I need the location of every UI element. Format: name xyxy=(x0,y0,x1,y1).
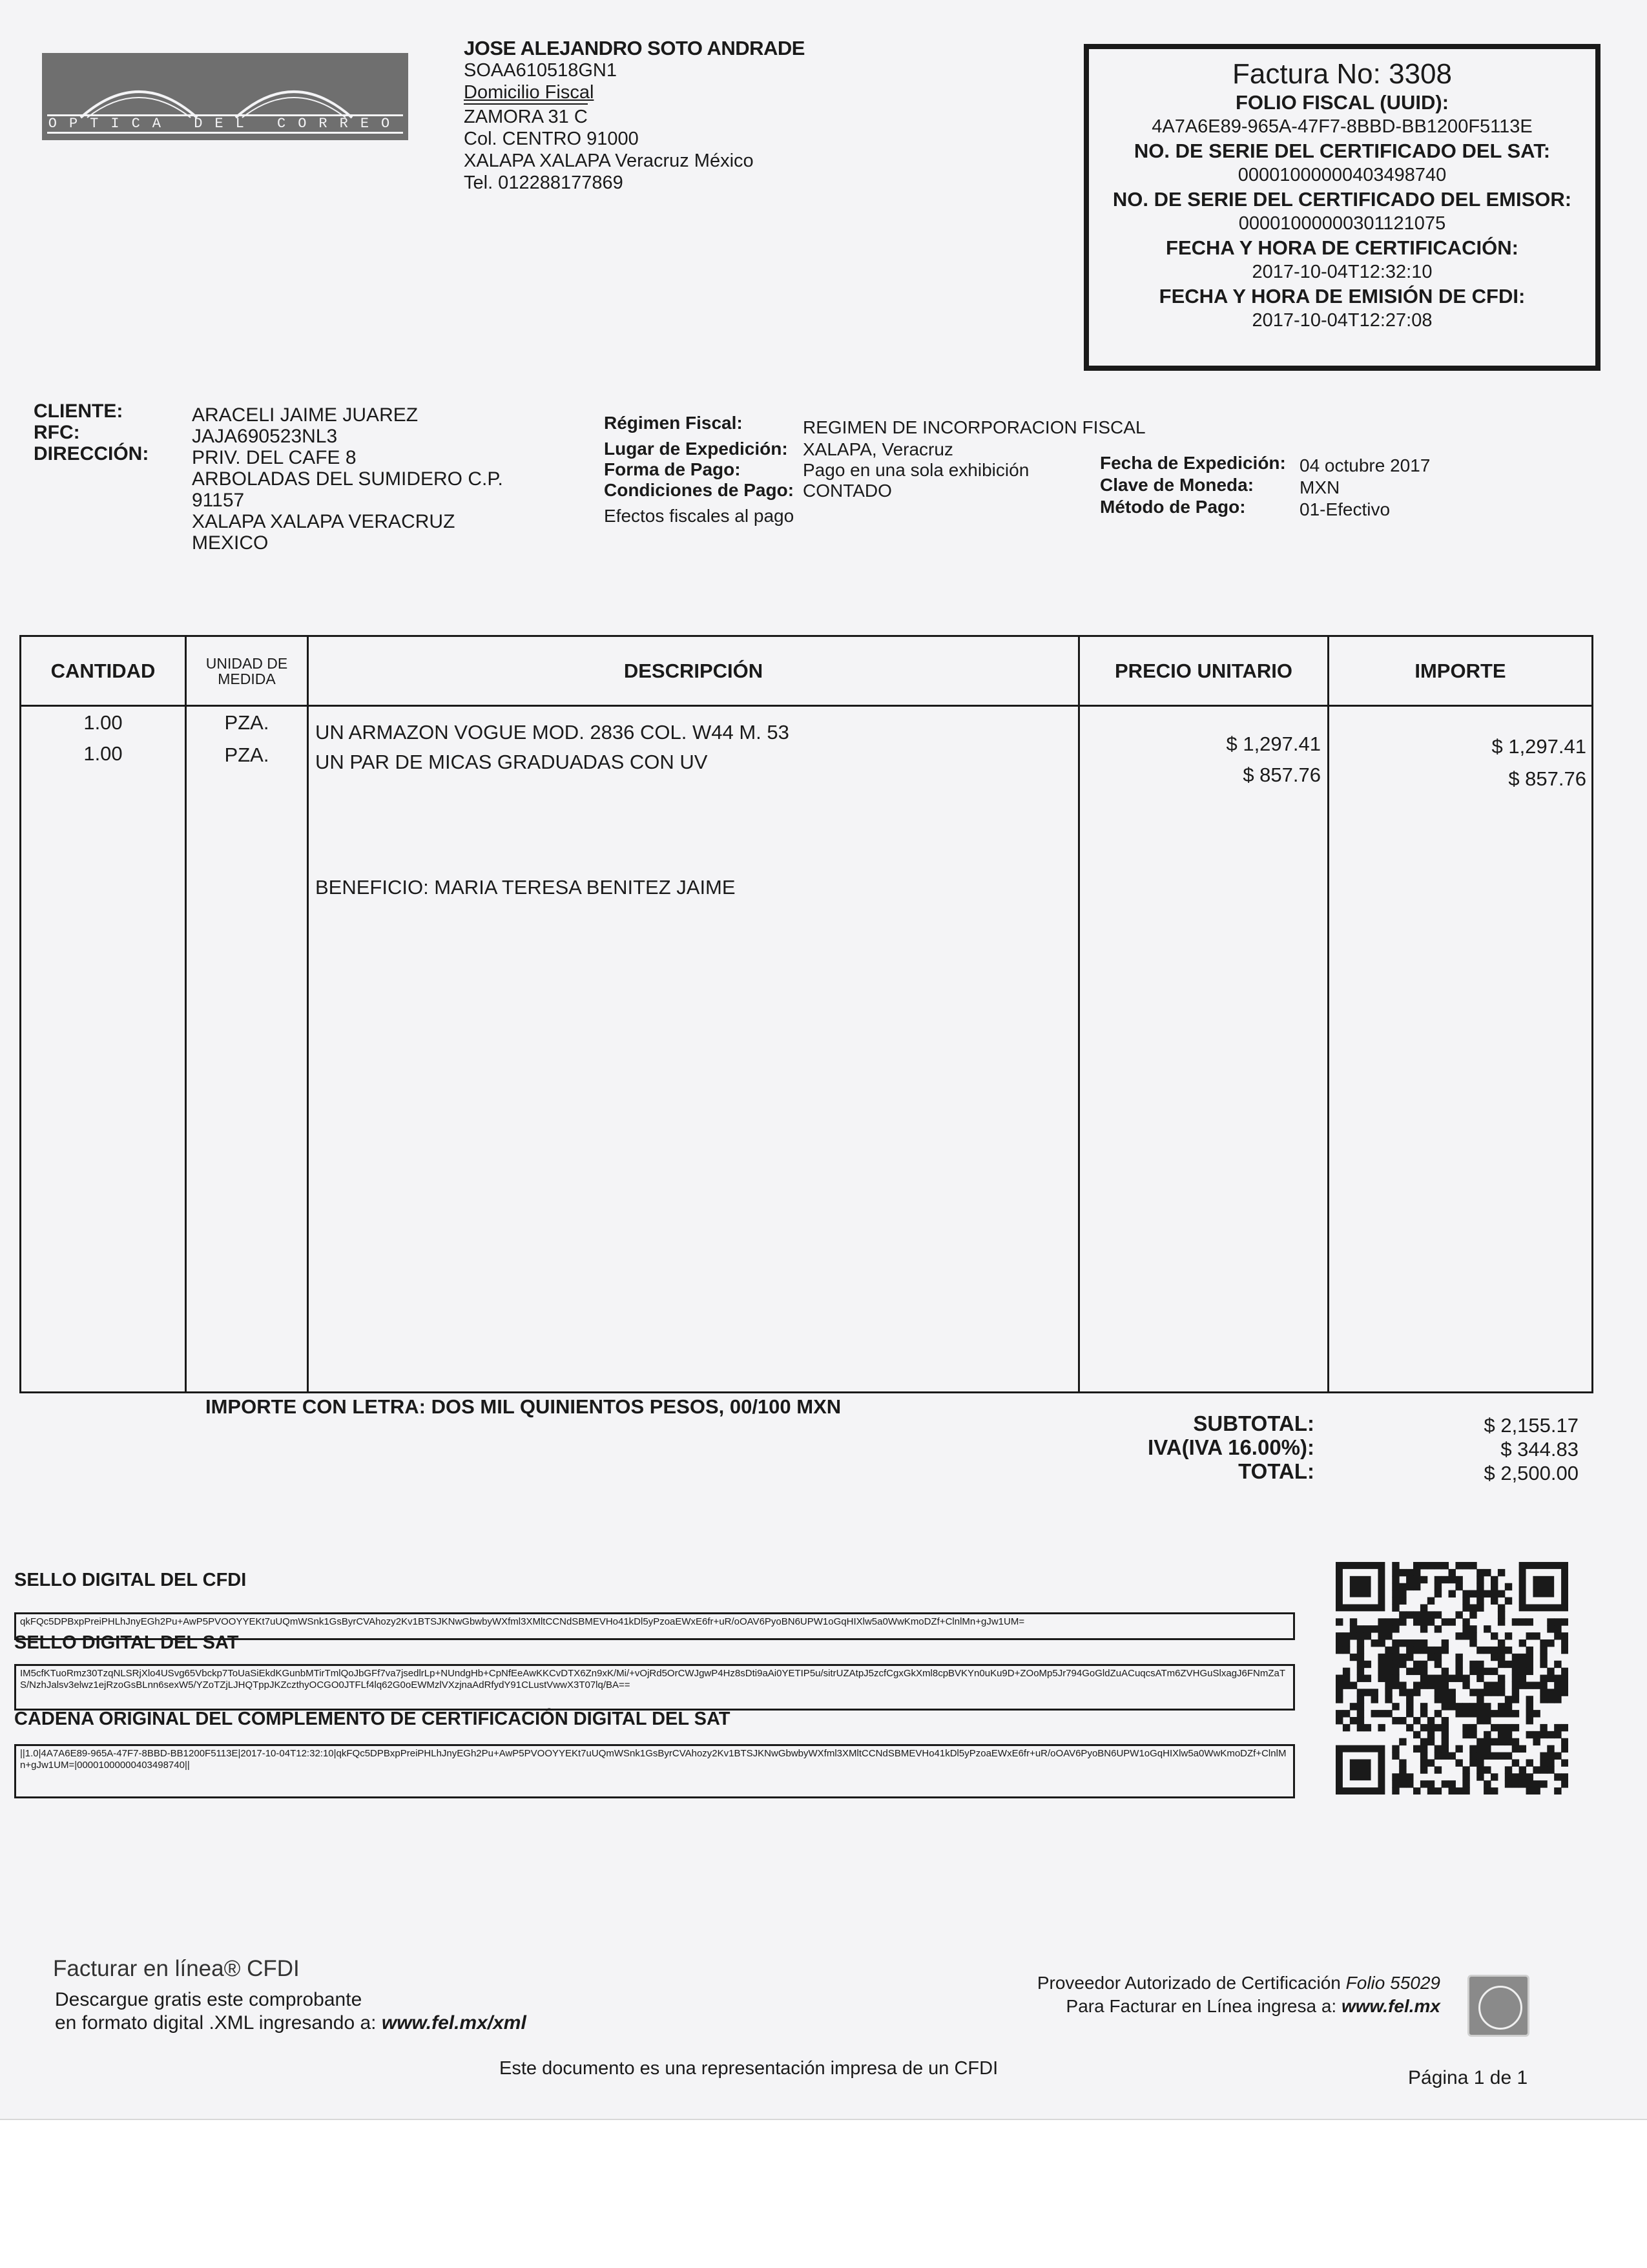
regimen-value: REGIMEN DE INCORPORACION FISCAL xyxy=(803,417,1146,437)
forma-value: Pago en una sola exhibición xyxy=(803,460,1030,480)
iva-label: IVA(IVA 16.00%): xyxy=(1148,1435,1314,1459)
footer-provider-line xyxy=(904,1971,1440,1995)
sello-sat-label: SELLO DIGITAL DEL SAT xyxy=(14,1632,239,1653)
logo-text: OPTICA DEL CORREO xyxy=(47,114,403,134)
fiscal-values-right xyxy=(1300,453,1430,523)
page-bottom-margin xyxy=(0,2119,1647,2268)
folio-fiscal-value: 4A7A6E89-965A-47F7-8BBD-BB1200F5113E xyxy=(1152,116,1533,137)
issuer-colonia: Col. CENTRO 91000 xyxy=(464,129,639,149)
invoice-header-box xyxy=(1084,44,1600,371)
regimen-label: Régimen Fiscal: xyxy=(604,413,743,433)
footer-invoice-prefix: Para Facturar en Línea ingresa a: xyxy=(1066,1996,1337,2016)
page-number: Página 1 de 1 xyxy=(1408,2067,1528,2088)
fiscal-labels xyxy=(604,410,794,529)
emisor-cert-label: NO. DE SERIE DEL CERTIFICADO DEL EMISOR: xyxy=(1112,188,1572,211)
client-address-5: MEXICO xyxy=(192,532,269,554)
total-label: TOTAL: xyxy=(1238,1459,1314,1483)
sat-cert-value: 00001000000403498740 xyxy=(1238,165,1447,185)
cliente-label: CLIENTE: xyxy=(34,401,123,422)
importe-letra-value: DOS MIL QUINIENTOS PESOS, 00/100 MXN xyxy=(431,1395,842,1418)
row1-descripcion: UN ARMAZON VOGUE MOD. 2836 COL. W44 M. 53 xyxy=(315,721,789,744)
issuer-domicilio-label: Domicilio Fiscal xyxy=(464,82,594,103)
folio-fiscal-label: FOLIO FISCAL (UUID): xyxy=(1235,91,1449,114)
client-address-1: PRIV. DEL CAFE 8 xyxy=(192,447,357,468)
footer-invoice-link[interactable]: www.fel.mx xyxy=(1341,1996,1440,2016)
issuer-city: XALAPA XALAPA Veracruz México xyxy=(464,151,754,171)
footer-download-2 xyxy=(55,2012,526,2035)
row2-importe: $ 857.76 xyxy=(1508,767,1586,790)
column-divider xyxy=(307,637,309,1391)
direccion-label: DIRECCIÓN: xyxy=(34,443,149,464)
row2-unidad: PZA. xyxy=(224,744,269,766)
cert-date-label: FECHA Y HORA DE CERTIFICACIÓN: xyxy=(1166,236,1518,259)
th-unidad: UNIDAD DE MEDIDA xyxy=(205,654,288,687)
subtotal-label: SUBTOTAL: xyxy=(1193,1411,1314,1435)
invoice-number: Factura No: 3308 xyxy=(1232,58,1452,90)
totals-values xyxy=(1389,1413,1579,1485)
qr-finder-pattern xyxy=(1350,1576,1371,1597)
footer-download xyxy=(55,1988,526,2035)
moneda-label: Clave de Moneda: xyxy=(1100,475,1254,495)
row1-precio: $ 1,297.41 xyxy=(1226,733,1321,755)
th-importe: IMPORTE xyxy=(1414,659,1506,682)
footer-representation: Este documento es una representación impresa de un CFDI xyxy=(499,2058,999,2079)
cadena-original-box: ||1.0|4A7A6E89-965A-47F7-8BBD-BB1200F5113E|2017-10-04T12:32:10|qkFQc5DPBxpPreiPHLhJnyEGh2Pu+AwP5PVOOYYEKt7uUQmWSnk1GsByrCVAhozy2Kv1BTSJKNwGbwbyWXfml3XMltCCNdSBMEVHo41kDl5yPzoaEWxE6fr+uR/oOAV6PyoBN6UPW1oGqHIXlw5a0WwKmoDZf+ClnlMn+gJw1UM=|00001000000403498740|| xyxy=(14,1744,1295,1798)
forma-label: Forma de Pago: xyxy=(604,459,741,479)
iva-value: $ 344.83 xyxy=(1500,1438,1579,1461)
cert-date-value: 2017-10-04T12:32:10 xyxy=(1252,262,1433,282)
emisor-cert-value: 00001000000301121075 xyxy=(1238,213,1446,234)
emission-date-value: 2017-10-04T12:27:08 xyxy=(1252,310,1433,331)
subtotal-value: $ 2,155.17 xyxy=(1484,1414,1579,1437)
lugar-label: Lugar de Expedición: xyxy=(604,439,788,459)
row2-precio: $ 857.76 xyxy=(1243,764,1321,786)
issuer-street: ZAMORA 31 C xyxy=(464,103,588,128)
row2-cantidad: 1.00 xyxy=(83,742,123,765)
th-cantidad: CANTIDAD xyxy=(50,659,156,682)
footer-provider xyxy=(904,1971,1440,2018)
metodo-label: Método de Pago: xyxy=(1100,497,1246,517)
sat-seal-badge xyxy=(1467,1975,1529,2037)
th-descripcion: DESCRIPCIÓN xyxy=(623,659,763,682)
row1-importe: $ 1,297.41 xyxy=(1491,735,1586,758)
qr-code xyxy=(1336,1562,1568,1795)
fiscal-labels-right xyxy=(1100,450,1286,520)
row1-cantidad: 1.00 xyxy=(83,711,123,734)
issuer-block xyxy=(464,37,864,194)
lugar-value: XALAPA, Veracruz xyxy=(803,439,953,459)
efectos-fiscales: Efectos fiscales al pago xyxy=(604,506,794,526)
totals-labels xyxy=(1053,1411,1314,1483)
total-value: $ 2,500.00 xyxy=(1484,1462,1579,1484)
row2-descripcion: UN PAR DE MICAS GRADUADAS CON UV xyxy=(315,751,708,773)
footer-provider-prefix: Proveedor Autorizado de Certificación xyxy=(1037,1973,1341,1993)
fiscal-values xyxy=(803,415,1146,504)
client-address-4: XALAPA XALAPA VERACRUZ xyxy=(192,511,455,532)
qr-finder-pattern xyxy=(1350,1759,1371,1780)
metodo-value: 01-Efectivo xyxy=(1300,499,1391,519)
sello-cfdi-box: qkFQc5DPBxpPreiPHLhJnyEGh2Pu+AwP5PVOOYYEKt7uUQmWSnk1GsByrCVAhozy2Kv1BTSJKNwGbwbyWXfml3XMltCCNdSBMEVHo41kDl5yPzoaEWxE6fr+uR/oOAV6PyoBN6UPW1oGqHIXlw5a0WwKmoDZf+ClnlMn+gJw1UM= xyxy=(14,1612,1295,1640)
client-address-2: ARBOLADAS DEL SUMIDERO C.P. xyxy=(192,468,503,490)
condiciones-value: CONTADO xyxy=(803,481,892,501)
client-values xyxy=(192,404,554,554)
sat-seal-ring xyxy=(1478,1986,1522,2030)
footer-invoice-line xyxy=(904,1995,1440,2018)
sello-sat-box: IM5cfKTuoRmz30TzqNLSRjXlo4USvg65Vbckp7ToUaSiEkdKGunbMTirTmlQoJbGFf7va7jsedlrLp+NUndgHb+CpNfEeAwKKCvDTX6Zn9xK/Mi/+vOjRd5OrCWJgwP4Hz8sDti9aAi0YETIP5u/sitrUZAtpJ5zcfCgxGkXml8cpBVKYn0uKu9D+ZOoMp5Jr794GoGldZuACuqcsATm6ZVHGuSlxagJ6FNmZaTS/NzhJalsv3elwz1ejRzoGsBLnn6sexW5/YZoTZjLJHQTppJKZczthyOCGO0JTFLf4lq62G0oEWMzlVXzjnaAdRfydY91CLustVwwX3T07lq/BA== xyxy=(14,1664,1295,1711)
emission-date-label: FECHA Y HORA DE EMISIÓN DE CFDI: xyxy=(1159,285,1526,307)
fecha-expedicion-label: Fecha de Expedición: xyxy=(1100,453,1286,473)
footer-download-link[interactable]: www.fel.mx/xml xyxy=(381,2012,526,2034)
client-rfc: JAJA690523NL3 xyxy=(192,426,338,447)
sello-cfdi-label: SELLO DIGITAL DEL CFDI xyxy=(14,1570,247,1590)
condiciones-label: Condiciones de Pago: xyxy=(604,480,794,500)
client-address-3: 91157 xyxy=(192,490,245,511)
items-table xyxy=(19,635,1593,1393)
issuer-name: JOSE ALEJANDRO SOTO ANDRADE xyxy=(464,37,805,59)
fecha-expedicion-value: 04 octubre 2017 xyxy=(1300,455,1431,475)
company-logo xyxy=(42,53,408,140)
cadena-original-label: CADENA ORIGINAL DEL COMPLEMENTO DE CERTIFICACIÓN DIGITAL DEL SAT xyxy=(14,1709,730,1729)
issuer-phone: Tel. 012288177869 xyxy=(464,172,623,193)
th-precio: PRECIO UNITARIO xyxy=(1115,659,1292,682)
issuer-rfc: SOAA610518GN1 xyxy=(464,60,617,81)
importe-letra-label: IMPORTE CON LETRA: xyxy=(205,1395,426,1418)
rfc-label: RFC: xyxy=(34,422,80,443)
qr-finder-pattern xyxy=(1533,1576,1554,1597)
client-name: ARACELI JAIME JUAREZ xyxy=(192,404,419,426)
footer-download-1: Descargue gratis este comprobante xyxy=(55,1989,362,2010)
importe-letra xyxy=(205,1395,841,1419)
footer-download-prefix: en formato digital .XML ingresando a: xyxy=(55,2012,377,2034)
header-divider xyxy=(21,705,1591,707)
footer-brand: Facturar en línea® CFDI xyxy=(53,1956,300,1981)
sat-cert-label: NO. DE SERIE DEL CERTIFICADO DEL SAT: xyxy=(1134,140,1551,162)
footer-provider-folio: Folio 55029 xyxy=(1345,1973,1440,1993)
client-labels xyxy=(34,401,149,464)
row1-unidad: PZA. xyxy=(224,711,269,734)
beneficio-note: BENEFICIO: MARIA TERESA BENITEZ JAIME xyxy=(315,876,736,899)
qr-code-graphic xyxy=(1336,1562,1568,1795)
moneda-value: MXN xyxy=(1300,477,1340,497)
